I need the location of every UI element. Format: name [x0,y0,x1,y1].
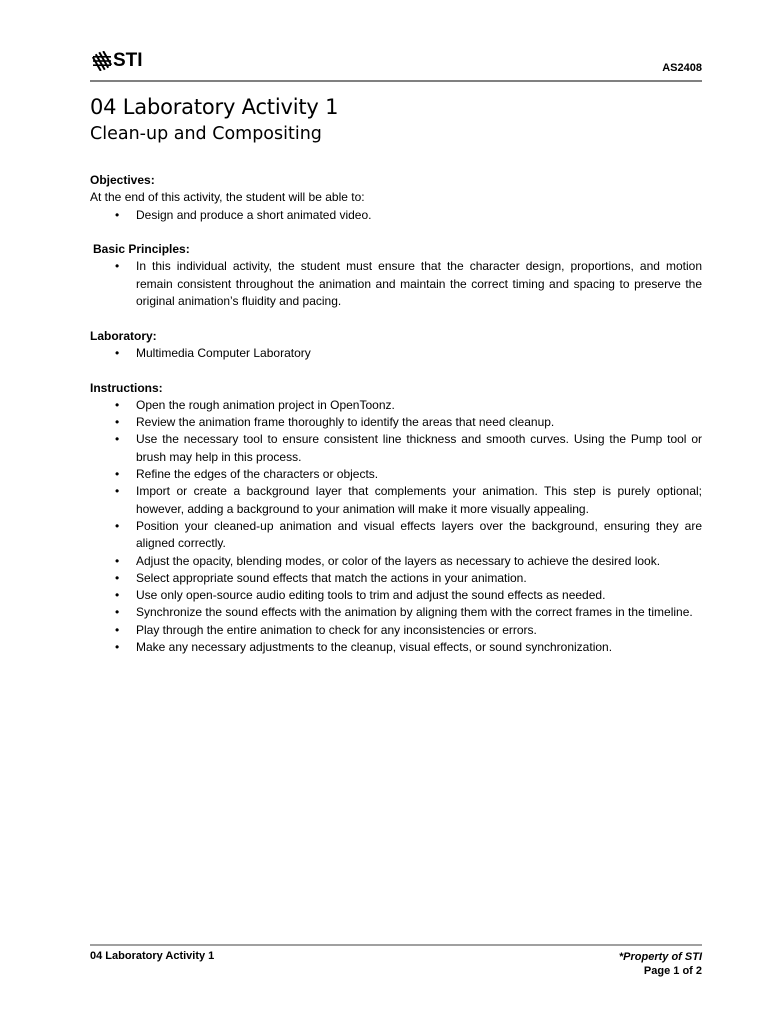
list-item [90,587,702,604]
footer-title: 04 Laboratory Activity 1 [90,950,215,962]
sti-logo [92,50,143,72]
list-item-text: Select appropriate sound effects that match the actions in your animation. [136,570,527,585]
footer-divider [90,944,702,946]
list-item [90,604,702,621]
list-item-text: Review the animation frame thoroughly to identify the areas that need cleanup. [136,415,555,430]
list-item [90,345,702,362]
list-item [90,622,702,639]
list-item [90,570,702,587]
footer-info [619,950,702,978]
list-item [90,466,702,483]
bullet-icon: • [115,640,120,655]
page-subtitle: Clean-up and Compositing [90,124,322,144]
list-item [90,639,702,656]
objectives-heading: Objectives: [90,173,155,187]
list-item-text: Synchronize the sound effects with the animation by aligning them with the correct frames in the timeline. [136,605,693,620]
list-item-text: Make any necessary adjustments to the cleanup, visual effects, or sound synchronization. [136,640,613,655]
list-item-text: Use the necessary tool to ensure consistent line thickness and smooth curves. Using the Pump tool or brush may help in this process. [136,432,702,464]
list-item-text: Open the rough animation project in OpenToonz. [136,397,395,412]
sti-globe-icon [92,51,112,71]
header-divider [90,80,702,82]
laboratory-heading: Laboratory: [90,328,157,343]
bullet-icon: • [115,259,120,274]
footer-page-number: Page 1 of 2 [643,965,702,977]
objectives-intro: At the end of this activity, the student will be able to: [90,190,365,205]
bullet-icon: • [115,570,120,585]
list-item-text: Adjust the opacity, blending modes, or color of the layers as necessary to achieve the desired look. [136,553,661,568]
list-item-text: Design and produce a short animated video. [136,207,372,222]
laboratory-list [90,345,702,362]
bullet-icon: • [115,553,120,568]
list-item-text: Use only open-source audio editing tools to trim and adjust the sound effects as needed. [136,588,606,603]
list-item [90,414,702,431]
basic-principles-heading: Basic Principles: [93,242,190,257]
list-item [90,207,702,224]
list-item-text: Import or create a background layer that complements your animation. This step is purely optional; however, adding a background to your animation will make it more visually appealing. [136,484,702,516]
instructions-heading: Instructions: [90,380,163,395]
list-item [90,397,702,414]
objectives-list [90,207,702,224]
bullet-icon: • [115,518,120,533]
list-item [90,431,702,466]
bullet-icon: • [115,207,120,222]
list-item [90,553,702,570]
bullet-icon: • [115,605,120,620]
bullet-icon: • [115,622,120,637]
list-item-text: Position your cleaned-up animation and visual effects layers over the background, ensuring they are aligned correctly. [136,518,702,551]
document-body [90,172,702,656]
list-item-text: In this individual activity, the student must ensure that the character design, proportions, and motion remain consistent throughout the animation and maintain the correct timing and spacing to preserve the original animation’s fluidity and pacing. [136,259,702,309]
list-item-text: Refine the edges of the characters or objects. [136,467,379,482]
basic-principles-list [90,258,702,310]
document-code: AS2408 [662,62,702,74]
list-item-text: Multimedia Computer Laboratory [136,345,311,360]
list-item-text: Play through the entire animation to check for any inconsistencies or errors. [136,622,537,637]
bullet-icon: • [115,415,120,430]
instructions-list [90,397,702,656]
bullet-icon: • [115,397,120,412]
list-item [90,518,702,553]
page-header [90,50,702,80]
page-title: 04 Laboratory Activity 1 [90,95,339,119]
footer-property: *Property of STI [618,951,702,963]
list-item [90,258,702,310]
logo-text: STI [113,50,143,71]
bullet-icon: • [115,588,120,603]
list-item [90,483,702,518]
bullet-icon: • [115,467,120,482]
bullet-icon: • [115,345,120,360]
bullet-icon: • [115,484,120,499]
bullet-icon: • [115,432,120,447]
